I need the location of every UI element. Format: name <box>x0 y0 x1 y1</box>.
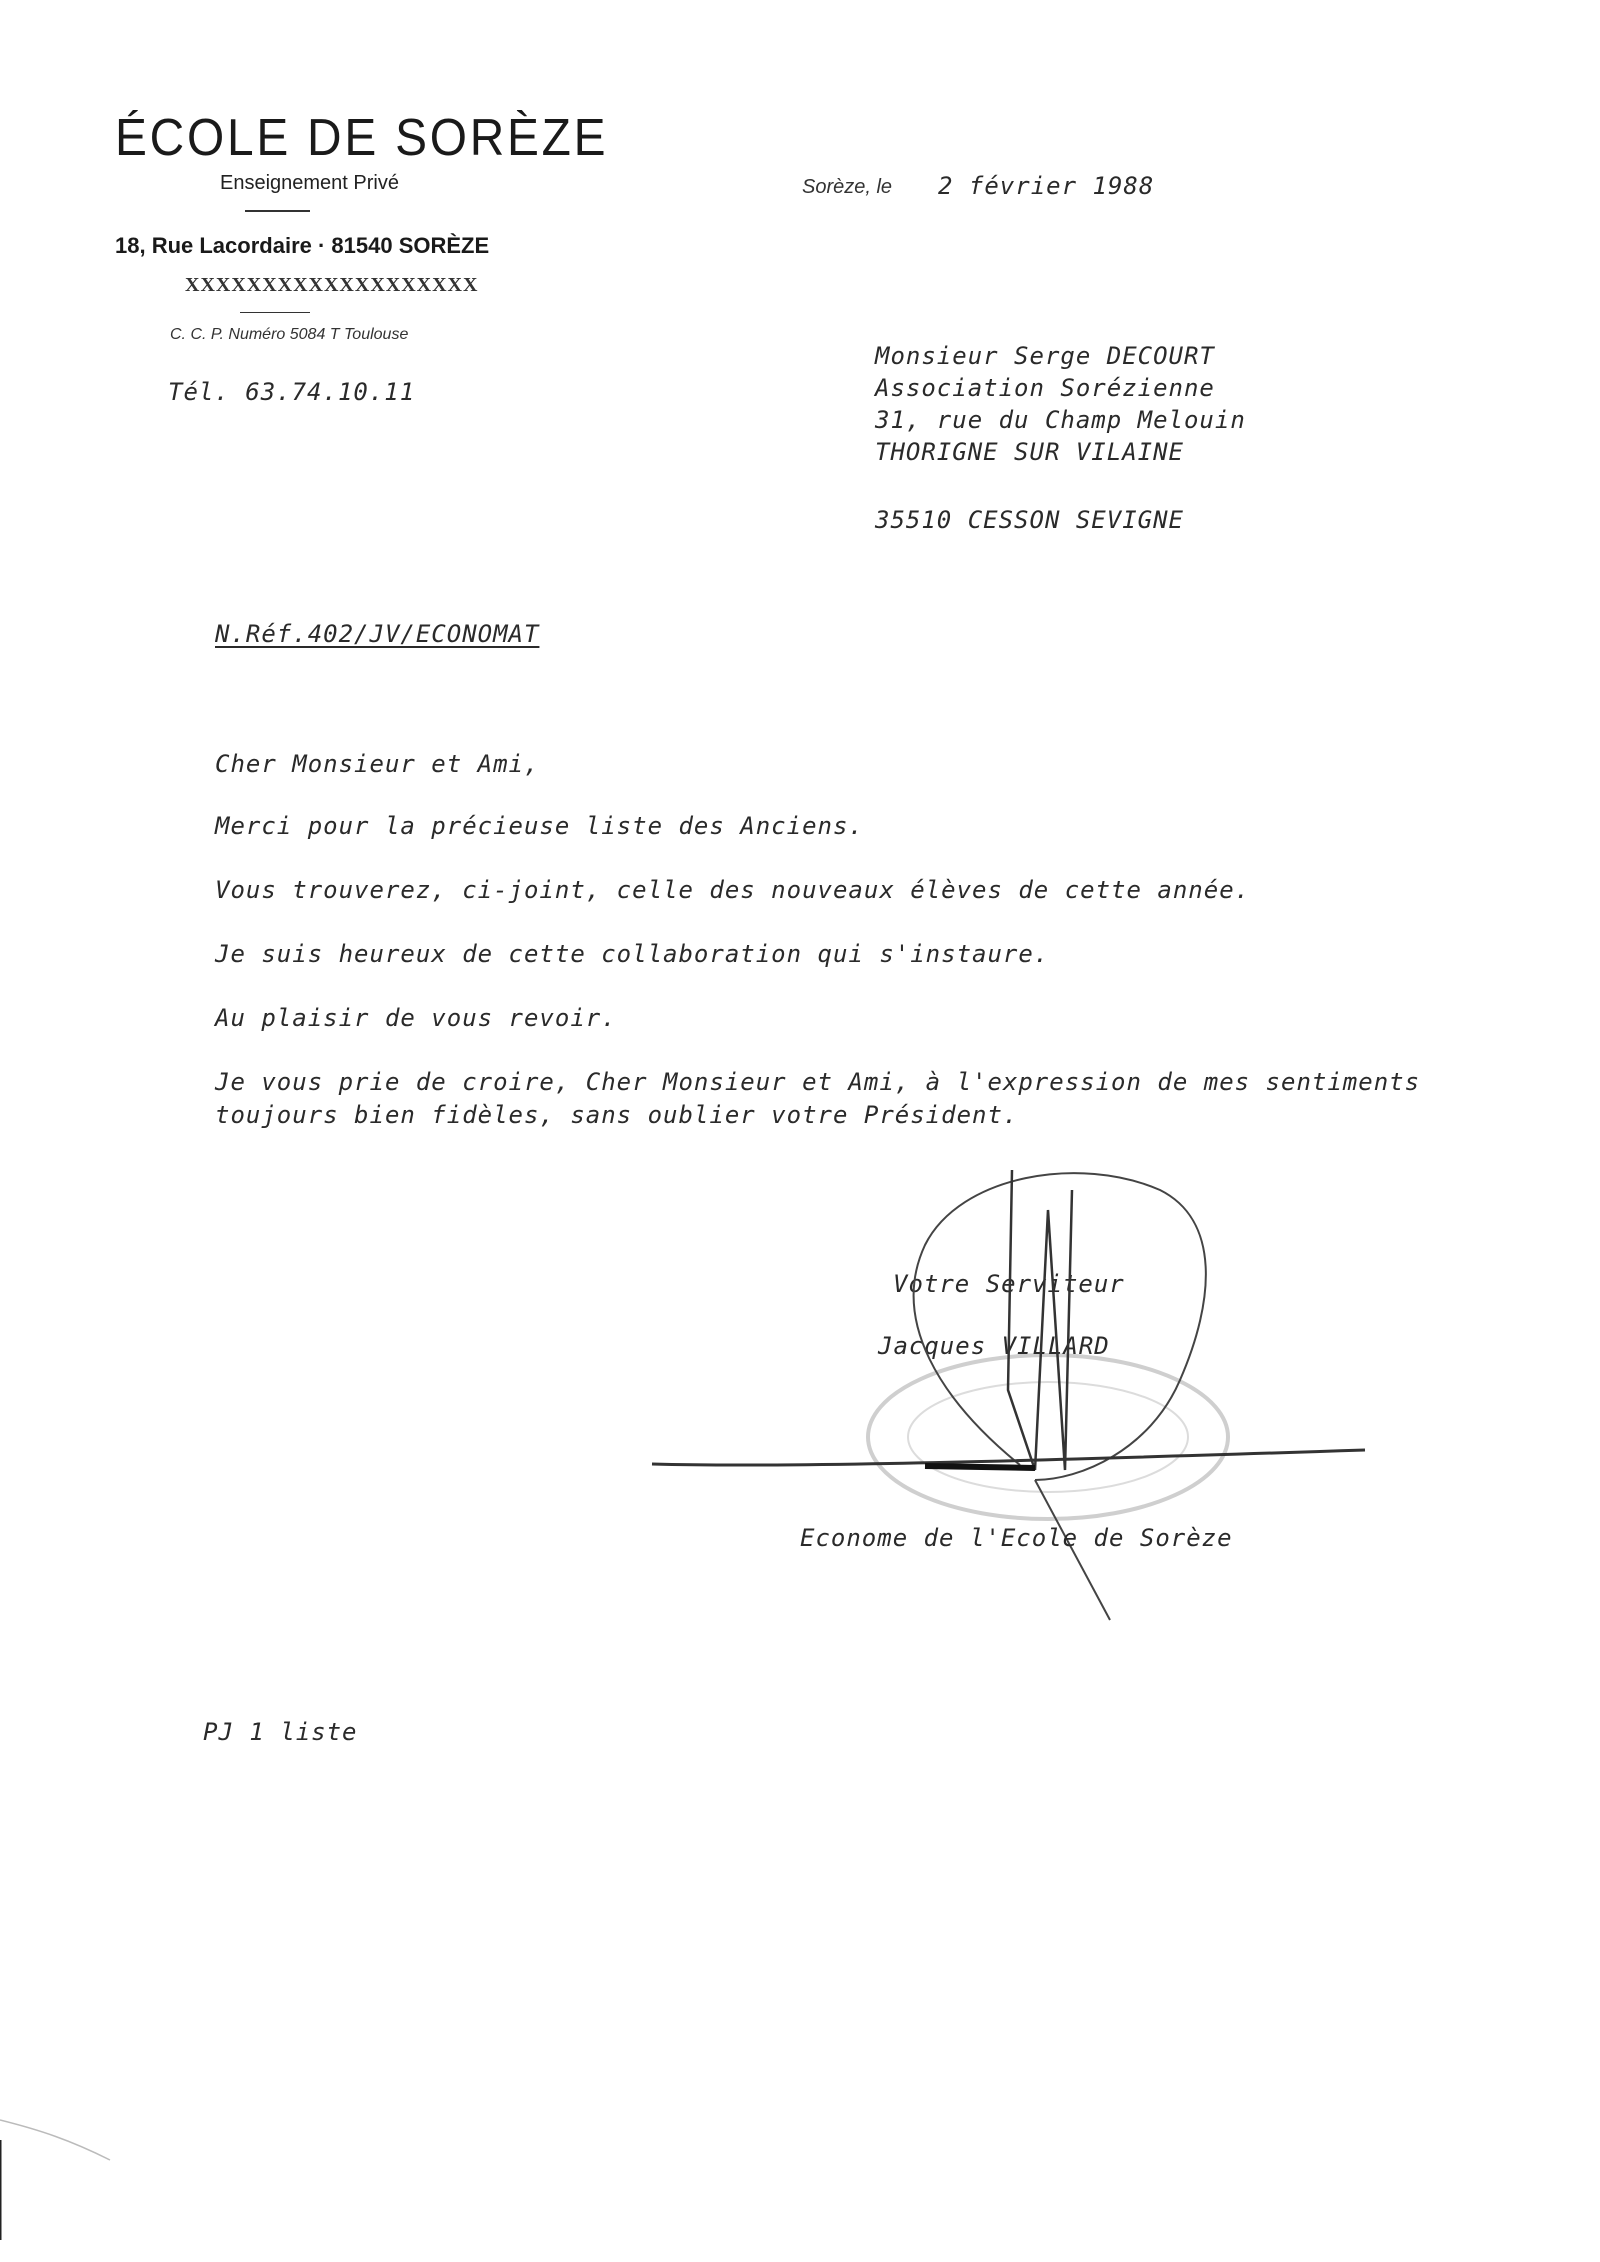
recipient-line-2: Association Sorézienne <box>875 374 1215 402</box>
signatory-title: Econome de l'Ecole de Sorèze <box>800 1524 1233 1552</box>
school-name: ÉCOLE DE SORÈZE <box>115 109 609 167</box>
telephone: Tél. 63.74.10.11 <box>168 378 416 406</box>
scan-artifact <box>0 2100 220 2262</box>
paragraph-5-line-1: Je vous prie de croire, Cher Monsieur et Ami, à l'expression de mes sentiments <box>215 1068 1421 1096</box>
recipient-postcode-city: 35510 CESSON SEVIGNE <box>875 506 1184 534</box>
recipient-line-3: 31, rue du Champ Melouin <box>875 406 1246 434</box>
ccp-number: C. C. P. Numéro 5084 T Toulouse <box>170 326 409 343</box>
recipient-line-1: Monsieur Serge DECOURT <box>875 342 1215 370</box>
letterhead-address: 18, Rue Lacordaire · 81540 SORÈZE <box>115 233 490 258</box>
handwritten-signature <box>640 1150 1380 1650</box>
closing: Votre Serviteur <box>893 1270 1125 1298</box>
enclosure: PJ 1 liste <box>203 1718 358 1746</box>
struck-out-line: XXXXXXXXXXXXXXXXXXX <box>185 274 479 296</box>
paragraph-2: Vous trouverez, ci-joint, celle des nouveaux élèves de cette année. <box>215 876 1251 904</box>
letterhead-divider-2 <box>240 312 310 313</box>
paragraph-4: Au plaisir de vous revoir. <box>215 1004 617 1032</box>
signatory-name: Jacques VILLARD <box>878 1332 1110 1360</box>
paragraph-5-line-2: toujours bien fidèles, sans oublier votre Président. <box>215 1101 1019 1129</box>
paragraph-3: Je suis heureux de cette collaboration qui s'instaure. <box>215 940 1050 968</box>
recipient-line-4: THORIGNE SUR VILAINE <box>875 438 1184 466</box>
letterhead-subtitle: Enseignement Privé <box>220 172 399 194</box>
reference: N.Réf.402/JV/ECONOMAT <box>215 620 540 648</box>
letter-date: 2 février 1988 <box>938 172 1155 200</box>
letterhead-divider-1 <box>245 210 310 212</box>
date-place: Sorèze, le <box>802 176 893 198</box>
salutation: Cher Monsieur et Ami, <box>215 750 540 778</box>
paragraph-1: Merci pour la précieuse liste des Anciens. <box>215 812 864 840</box>
